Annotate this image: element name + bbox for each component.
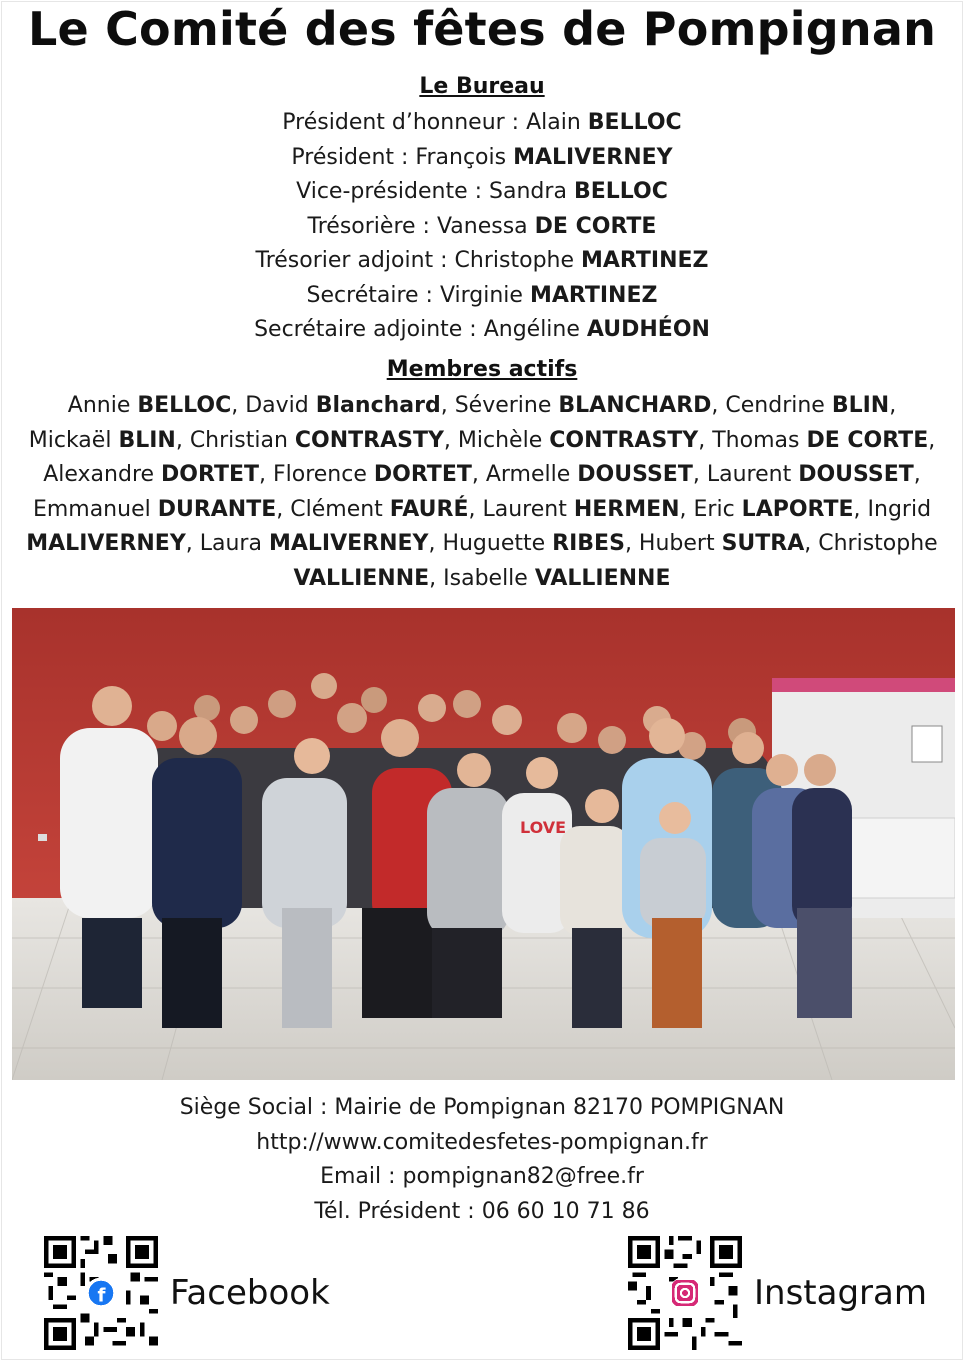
- member-surname: BELLOC: [137, 393, 232, 418]
- member-text: Mickaël: [28, 427, 119, 453]
- member-surname: CONTRASTY: [294, 427, 444, 453]
- email-address[interactable]: Email : pompignan82@free.fr: [320, 1164, 644, 1189]
- members-heading: Membres actifs: [386, 357, 578, 382]
- member-text: , Michèle: [443, 427, 550, 453]
- member-surname: RIBES: [552, 531, 625, 556]
- member-text: , Séverine: [440, 393, 559, 418]
- bureau-line: [0, 244, 964, 279]
- members-line: [6, 458, 958, 493]
- member-text: , Florence: [259, 462, 374, 487]
- role-label: Trésorière : Vanessa: [307, 213, 528, 239]
- bureau-heading: Le Bureau: [419, 74, 545, 99]
- role-label: Vice-présidente : Sandra: [296, 179, 567, 204]
- page-title: Le Comité des fêtes de Pompignan: [27, 2, 937, 56]
- instagram-qr-code[interactable]: [628, 1236, 742, 1350]
- members-line: [6, 562, 958, 597]
- member-text: , Isabelle: [429, 565, 535, 591]
- wall-poster: [912, 726, 942, 762]
- group-photo-illustration: [12, 608, 955, 1080]
- member-surname: SUTRA: [721, 531, 805, 556]
- member-text: Emmanuel: [32, 496, 158, 522]
- bureau-line: [0, 313, 964, 348]
- members-line: [6, 493, 958, 528]
- members-line: [6, 527, 958, 562]
- president-phone: Tél. Président : 06 60 10 71 86: [314, 1198, 650, 1224]
- role-label: Trésorier adjoint : Christophe: [255, 248, 575, 273]
- member-surname: DE CORTE: [806, 427, 929, 453]
- bureau-line: [0, 279, 964, 314]
- svg-text:f: f: [97, 1285, 106, 1307]
- member-text: ,: [928, 427, 936, 453]
- shirt-text: LOVE: [520, 818, 567, 837]
- bureau-line: [0, 175, 964, 210]
- member-text: , Hubert: [624, 531, 722, 556]
- member-surname: BLIN: [831, 393, 890, 418]
- facebook-qr-block[interactable]: [44, 1236, 330, 1350]
- role-label: Secrétaire : Virginie: [306, 282, 523, 308]
- member-text: , Laurent: [468, 496, 574, 522]
- member-text: ,: [913, 462, 921, 487]
- member-surname: Blanchard: [315, 393, 441, 418]
- member-surname: MALIVERNEY: [513, 144, 673, 170]
- member-text: , Eric: [679, 496, 742, 522]
- bureau-line: [0, 210, 964, 245]
- member-surname: DORTET: [161, 462, 259, 487]
- member-surname: MARTINEZ: [529, 282, 658, 308]
- member-text: ,: [889, 393, 897, 418]
- member-surname: DOUSSET: [798, 462, 914, 487]
- member-text: , Huguette: [428, 531, 553, 556]
- member-surname: VALLIENNE: [293, 565, 430, 591]
- member-surname: VALLIENNE: [534, 565, 671, 591]
- members-line: [6, 389, 958, 424]
- member-text: , David: [231, 393, 316, 418]
- member-text: , Christophe: [804, 531, 938, 556]
- member-surname: DE CORTE: [534, 213, 657, 239]
- member-text: , Thomas: [698, 427, 807, 453]
- bureau-line: [0, 141, 964, 176]
- member-text: , Cendrine: [711, 393, 832, 418]
- member-text: , Armelle: [471, 462, 578, 487]
- member-surname: DURANTE: [157, 496, 277, 522]
- role-label: Président d’honneur : Alain: [282, 110, 581, 135]
- member-text: , Laura: [185, 531, 269, 556]
- member-surname: CONTRASTY: [549, 427, 699, 453]
- member-surname: BELLOC: [573, 179, 668, 204]
- role-label: Secrétaire adjointe : Angéline: [254, 317, 580, 342]
- bureau-line: [0, 106, 964, 141]
- member-text: , Clément: [276, 496, 390, 522]
- role-label: Président : François: [291, 144, 507, 170]
- group-photo: [12, 608, 955, 1080]
- member-surname: MARTINEZ: [581, 248, 709, 273]
- member-surname: LAPORTE: [741, 496, 854, 522]
- member-surname: FAURÉ: [389, 496, 469, 522]
- members-line: [6, 424, 958, 459]
- facebook-label[interactable]: Facebook: [170, 1273, 330, 1313]
- member-surname: MALIVERNEY: [268, 531, 429, 556]
- member-text: , Ingrid: [853, 496, 932, 522]
- member-surname: DORTET: [373, 462, 472, 487]
- website-link[interactable]: http://www.comitedesfetes-pompignan.fr: [256, 1129, 708, 1155]
- member-text: Alexandre: [43, 462, 162, 487]
- member-text: , Laurent: [692, 462, 799, 487]
- siege-social: Siège Social : Mairie de Pompignan 82170 POMPIGNAN: [179, 1095, 785, 1120]
- instagram-label[interactable]: Instagram: [754, 1273, 927, 1313]
- member-surname: HERMEN: [573, 496, 680, 522]
- contact-info: [0, 1091, 964, 1229]
- member-surname: BLIN: [118, 427, 176, 453]
- facebook-qr-code[interactable]: [44, 1236, 158, 1350]
- member-surname: AUDHÉON: [586, 317, 710, 342]
- bureau-list: [0, 106, 964, 348]
- pink-stripe: [772, 678, 955, 692]
- member-surname: DOUSSET: [577, 462, 693, 487]
- member-surname: MALIVERNEY: [26, 531, 186, 556]
- instagram-qr-block[interactable]: [628, 1236, 927, 1350]
- member-surname: BLANCHARD: [558, 393, 712, 418]
- member-text: Annie: [67, 393, 138, 418]
- member-text: , Christian: [175, 427, 295, 453]
- member-surname: BELLOC: [587, 110, 682, 135]
- wall-socket: [38, 834, 47, 841]
- members-list: [0, 389, 964, 596]
